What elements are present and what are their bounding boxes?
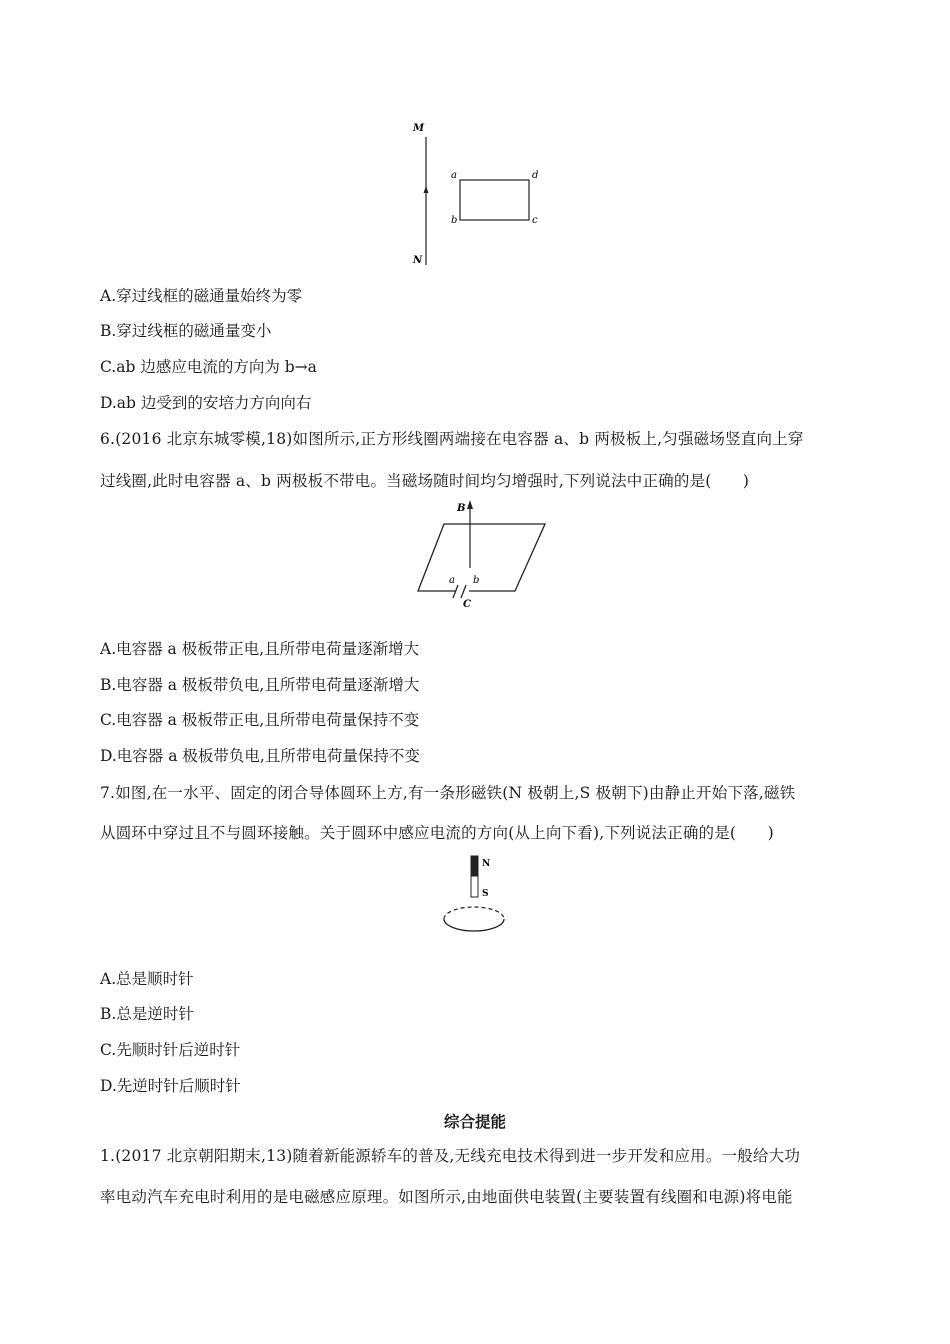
q6-option-b: B.电容器 a 极板带负电,且所带电荷量逐渐增大	[100, 676, 420, 694]
q5-option-a: A.穿过线框的磁通量始终为零	[100, 287, 303, 305]
label-field-b: B	[457, 503, 466, 514]
q7-option-b: B.总是逆时针	[100, 1005, 194, 1023]
label-a: a	[451, 170, 457, 181]
label-m: M	[413, 123, 425, 134]
ring-back-dashed	[444, 907, 504, 919]
q5-option-b: B.穿过线框的磁通量变小	[100, 322, 272, 340]
q7-stem-line-1: 7.如图,在一水平、固定的闭合导体圆环上方,有一条形磁铁(N 极朝上,S 极朝下)由静止开始下落,磁铁	[100, 784, 796, 802]
q7-stem-line-2: 从圆环中穿过且不与圆环接触。关于圆环中感应电流的方向(从上向下看),下列说法正确的是( )	[100, 824, 774, 842]
q6-option-a: A.电容器 a 极板带正电,且所带电荷量逐渐增大	[100, 640, 420, 658]
q5-option-d: D.ab 边受到的安培力方向向右	[100, 394, 312, 412]
q6-option-d: D.电容器 a 极板带负电,且所带电荷量保持不变	[100, 747, 420, 765]
q1-stem-line-1: 1.(2017 北京朝阳期末,13)随着新能源轿车的普及,无线充电技术得到进一步开发和应用。一般给大功	[100, 1147, 801, 1165]
label-plate-a: a	[449, 575, 455, 586]
magnet-south-half	[471, 876, 478, 897]
q6-stem-line-1: 6.(2016 北京东城零模,18)如图所示,正方形线圈两端接在电容器 a、b 两极板上,匀强磁场竖直向上穿	[100, 430, 804, 448]
label-n: N	[413, 255, 423, 266]
q7-option-c: C.先顺时针后逆时针	[100, 1041, 241, 1059]
label-b: b	[451, 215, 458, 226]
q7-option-d: D.先逆时针后顺时针	[100, 1077, 241, 1095]
q7-option-a: A.总是顺时针	[100, 970, 194, 988]
q6-stem-line-2: 过线圈,此时电容器 a、b 两极板不带电。当磁场随时间均匀增强时,下列说法中正确的是( )	[100, 472, 750, 490]
label-north: N	[482, 859, 491, 869]
q1-stem-line-2: 率电动汽车充电时利用的是电磁感应原理。如图所示,由地面供电装置(主要装置有线圈和电源)将电能	[100, 1188, 793, 1206]
label-plate-b: b	[473, 575, 480, 586]
q5-option-c: C.ab 边感应电流的方向为 b→a	[100, 358, 317, 376]
label-south: S	[482, 889, 489, 899]
label-capacitor-c: C	[463, 599, 471, 610]
magnet-north-half	[471, 856, 478, 876]
ring-front	[444, 919, 504, 931]
label-d: d	[532, 170, 539, 181]
label-c: c	[532, 215, 538, 226]
q6-option-c: C.电容器 a 极板带正电,且所带电荷量保持不变	[100, 711, 420, 729]
section-title: 综合提能	[443, 1113, 506, 1131]
